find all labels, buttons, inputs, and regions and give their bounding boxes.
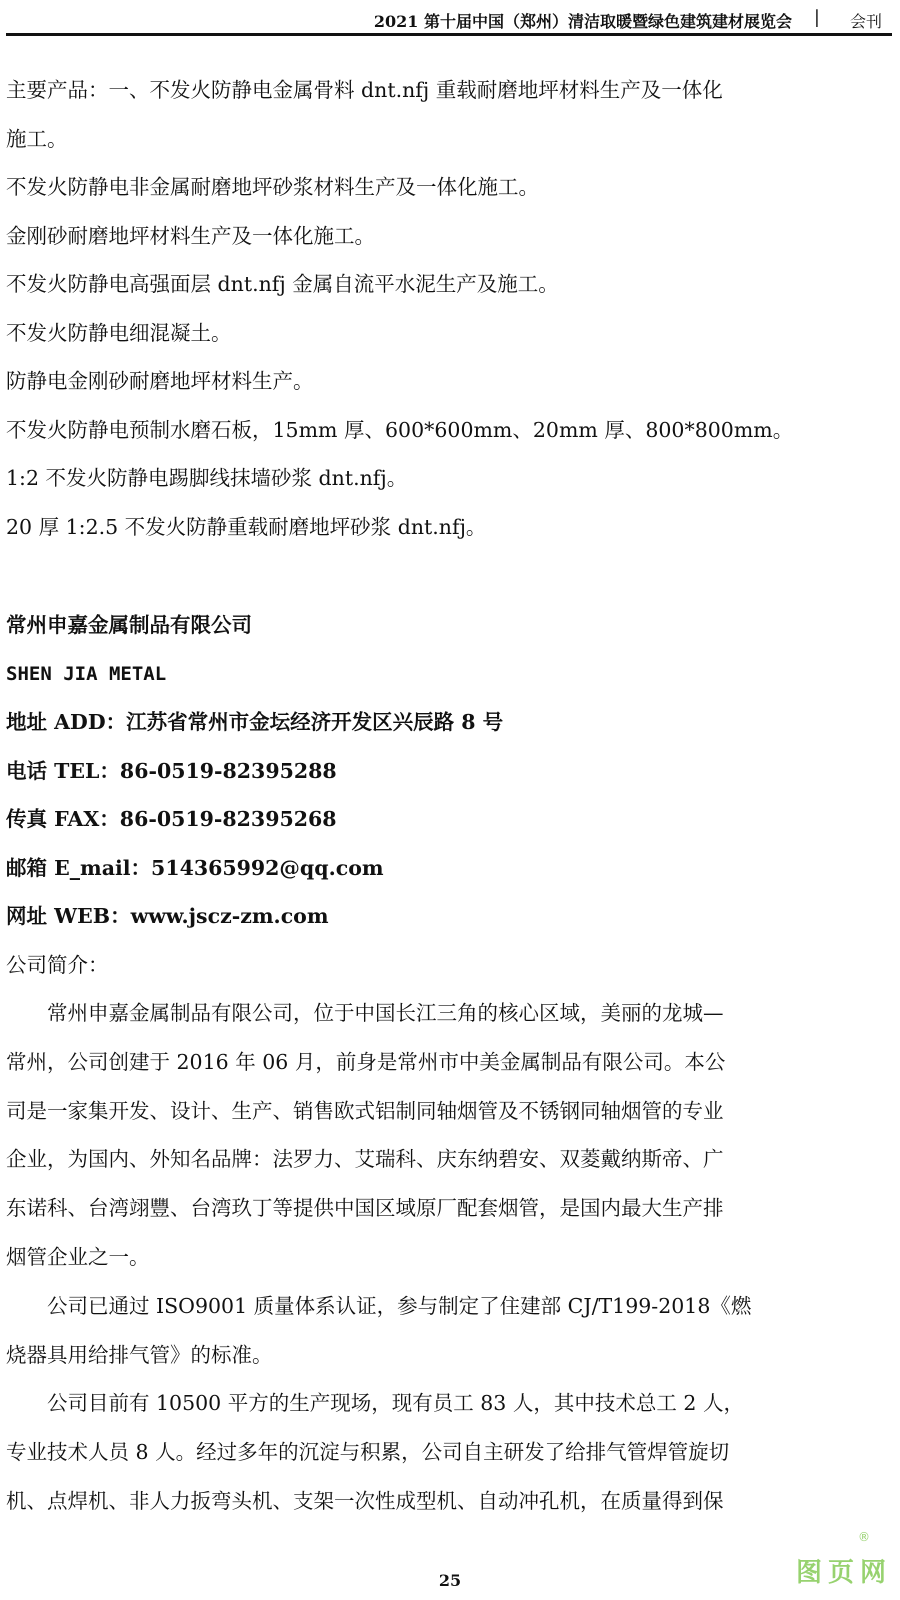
- intro-line: 公司目前有 10500 平方的生产现场，现有员工 83 人，其中技术总工 2 人，: [6, 1391, 744, 1416]
- watermark-registered-mark: ®: [858, 1530, 870, 1544]
- product-line: 金刚砂耐磨地坪材料生产及一体化施工。: [6, 223, 375, 248]
- intro-line: 常州，公司创建于 2016 年 06 月，前身是常州市中美金属制品有限公司。本公: [6, 1049, 726, 1074]
- company-web: 网址 WEB：www.jscz-zm.com: [6, 904, 329, 928]
- header-separator: |: [813, 7, 820, 28]
- page-number: 25: [438, 1571, 462, 1590]
- intro-line: 烟管企业之一。: [6, 1244, 150, 1269]
- product-line: 主要产品：一、不发火防静电金属骨料 dnt.nfj 重载耐磨地坪材料生产及一体化: [6, 78, 723, 102]
- intro-line: 企业，为国内、外知名品牌：法罗力、艾瑞科、庆东纳碧安、双菱戴纳斯帝、广: [6, 1147, 724, 1172]
- product-line: 不发火防静电细混凝土。: [6, 320, 232, 345]
- expo-title: 2021 第十届中国（郑州）清洁取暖暨绿色建筑建材展览会: [373, 12, 792, 31]
- intro-line: 烧器具用给排气管》的标准。: [6, 1342, 273, 1367]
- intro-line: 常州申嘉金属制品有限公司，位于中国长江三角的核心区域，美丽的龙城—: [6, 1001, 724, 1025]
- watermark-logo: 图页网: [795, 1558, 892, 1588]
- company-name-en: SHEN JIA METAL: [6, 662, 167, 685]
- intro-line: 机、点焊机、非人力扳弯头机、支架一次性成型机、自动冲孔机，在质量得到保: [6, 1488, 724, 1513]
- product-line: 1:2 不发火防静电踢脚线抹墙砂浆 dnt.nfj。: [6, 466, 408, 490]
- company-email: 邮箱 E_mail：514365992@qq.com: [6, 855, 384, 880]
- intro-line: 司是一家集开发、设计、生产、销售欧式铝制同轴烟管及不锈钢同轴烟管的专业: [6, 1098, 724, 1123]
- intro-label: 公司简介：: [6, 952, 109, 977]
- intro-line: 东诺科、台湾翊豐、台湾玖丁等提供中国区域原厂配套烟管，是国内最大生产排: [6, 1196, 724, 1221]
- company-info: [6, 601, 892, 989]
- product-line: 不发火防静电高强面层 dnt.nfj 金属自流平水泥生产及施工。: [6, 272, 559, 296]
- company-name: 常州申嘉金属制品有限公司: [6, 613, 252, 637]
- page-content: [6, 66, 892, 1526]
- product-line: 防静电金刚砂耐磨地坪材料生产。: [6, 369, 314, 393]
- company-phone: 电话 TEL：86-0519-82395288: [6, 758, 337, 783]
- product-list: [6, 66, 892, 551]
- product-line: 20 厚 1:2.5 不发火防静重载耐磨地坪砂浆 dnt.nfj。: [6, 514, 487, 539]
- intro-line: 公司已通过 ISO9001 质量体系认证，参与制定了住建部 CJ/T199-2018《燃: [6, 1293, 752, 1318]
- company-intro: [6, 989, 892, 1526]
- product-line: 不发火防静电预制水磨石板，15mm 厚、600*600mm、20mm 厚、800*800mm。: [6, 417, 794, 442]
- page-header: [6, 6, 892, 36]
- company-address: 地址 ADD：江苏省常州市金坛经济开发区兴辰路 8 号: [6, 710, 504, 734]
- intro-line: 专业技术人员 8 人。经过多年的沉淀与积累，公司自主研发了给排气管焊管旋切: [6, 1440, 730, 1465]
- company-fax: 传真 FAX：86-0519-82395268: [6, 807, 337, 831]
- product-line: 不发火防静电非金属耐磨地坪砂浆材料生产及一体化施工。: [6, 175, 539, 199]
- section-gap: [6, 551, 892, 601]
- header-tag: 会刊: [849, 12, 882, 31]
- product-line: 施工。: [6, 126, 68, 151]
